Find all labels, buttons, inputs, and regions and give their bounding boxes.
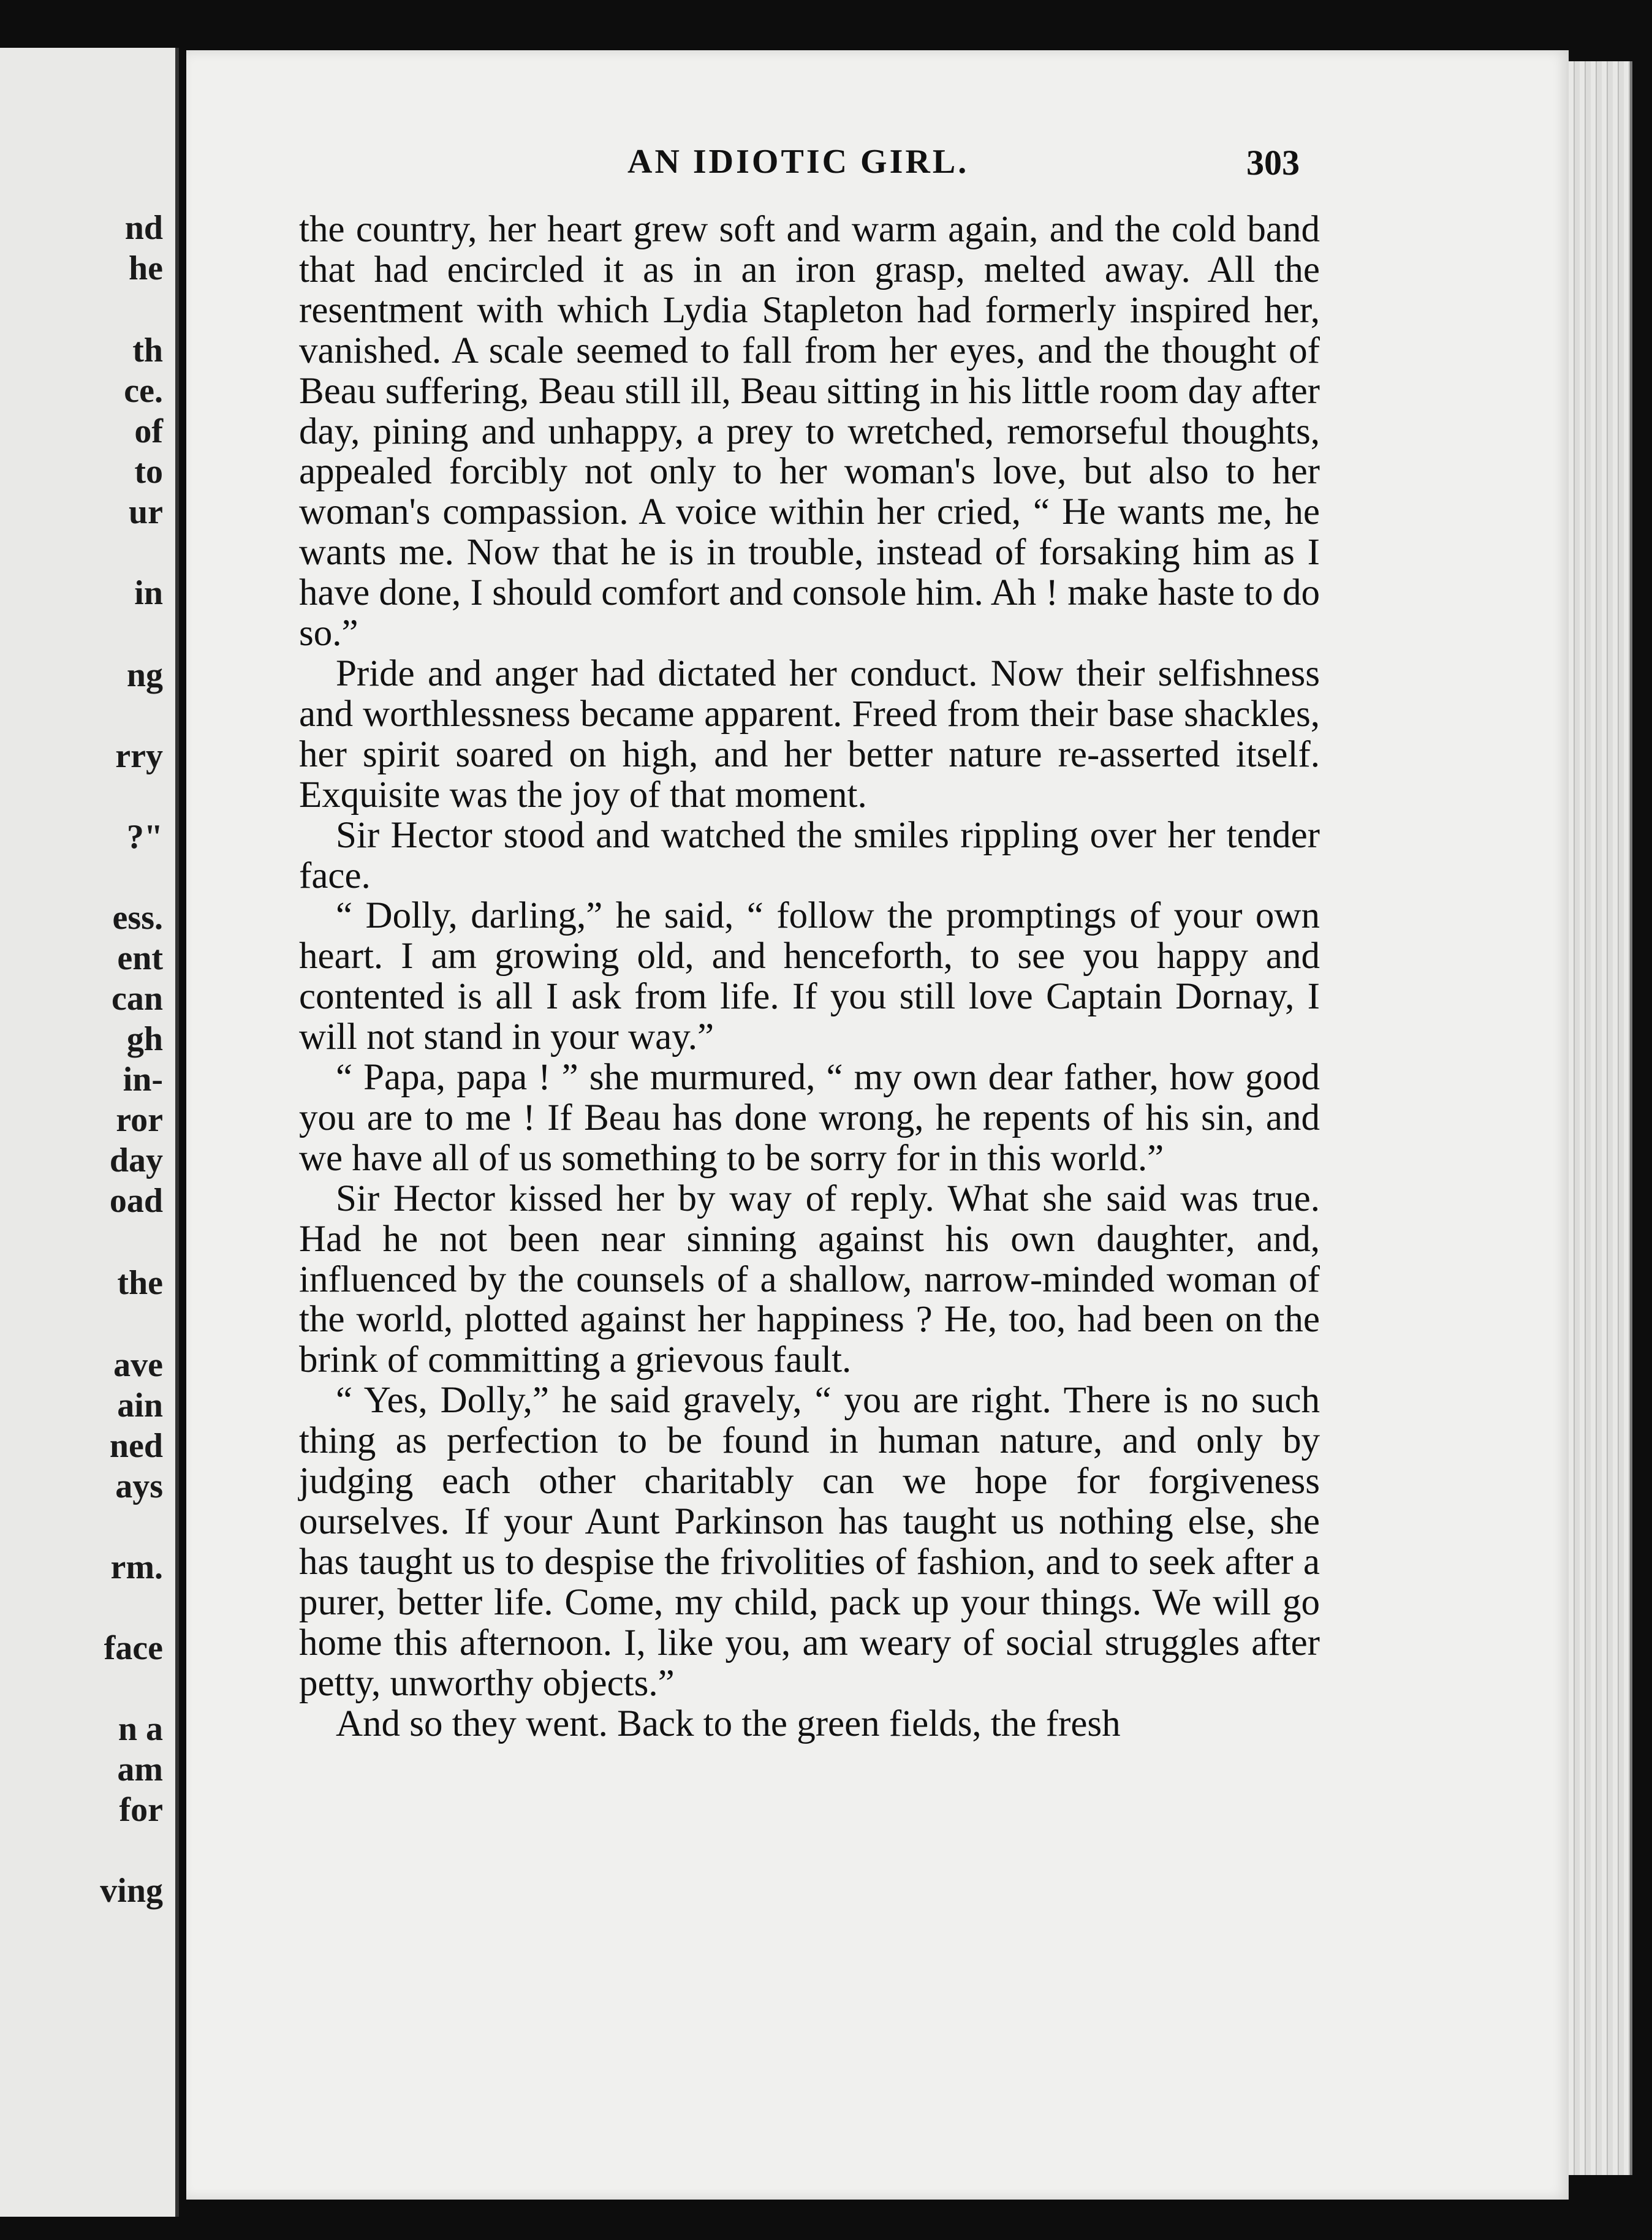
left-fragment: ent	[117, 939, 163, 977]
page-header	[186, 142, 1569, 191]
book-page	[186, 50, 1569, 2200]
left-page-fragments	[0, 48, 175, 2217]
paragraph: And so they went. Back to the green fields, the fresh	[336, 1703, 1121, 1744]
left-fragment: in	[134, 574, 163, 612]
left-fragment: rm.	[110, 1548, 163, 1586]
left-fragment: ng	[126, 656, 163, 694]
left-fragment: face	[104, 1629, 163, 1667]
left-fragment: to	[134, 453, 163, 491]
left-fragment: for	[119, 1791, 163, 1829]
left-fragment: ain	[117, 1387, 163, 1425]
running-head: AN IDIOTIC GIRL.	[627, 143, 969, 181]
page-number: 303	[1246, 143, 1300, 183]
left-fragment: oad	[109, 1182, 163, 1220]
left-fragment: in-	[123, 1061, 163, 1099]
left-fragment: gh	[126, 1020, 163, 1058]
left-fragment: ?"	[126, 818, 163, 856]
left-fragment: ving	[100, 1872, 163, 1910]
paragraph: “ Papa, papa ! ” she murmured, “ my own dear father, how good you are to me ! If Beau has done wrong, he repents of his sin, and we have all of us something to be sorry for in this world.”	[299, 1057, 1320, 1179]
left-fragment: he	[129, 249, 163, 287]
left-fragment: ur	[129, 493, 163, 531]
left-fragment: am	[117, 1750, 163, 1788]
paragraph: Pride and anger had dictated her conduct. Now their selfishness and worthlessness became apparent. Freed from their base shackles, her spirit soared on high, and her better nature re-asserted itself. Exquisite was the joy of that moment.	[299, 653, 1320, 815]
left-page	[0, 48, 179, 2217]
paragraph: Sir Hector kissed her by way of reply. What she said was true. Had he not been near sinning against his own daughter, and, influenced by the counsels of a shallow, narrow-minded woman of the world, plotted against her happiness ? He, too, had been on the brink of committing a grievous fault.	[299, 1178, 1320, 1381]
paragraph: “ Dolly, darling,” he said, “ follow the promptings of your own heart. I am growing old, and henceforth, to see you happy and contented is all I ask from life. If you still love Captain Dornay, I will not stand in your way.”	[299, 895, 1320, 1058]
left-fragment: ned	[109, 1427, 163, 1465]
left-fragment: day	[109, 1141, 163, 1179]
page-edges	[1569, 61, 1632, 2175]
left-fragment: ays	[115, 1467, 163, 1505]
left-fragment: nd	[124, 209, 163, 247]
left-fragment: th	[132, 331, 163, 369]
paragraph: Sir Hector stood and watched the smiles rippling over her tender face.	[299, 814, 1320, 896]
left-fragment: ror	[116, 1101, 163, 1139]
paragraph: the country, her heart grew soft and warm again, and the cold band that had encircled it as in an iron grasp, melted away. All the resentment with which Lydia Stapleton had formerly inspired her, vanished. A scale seemed to fall from her eyes, and the thought of Beau suffering, Beau still ill, Beau sitting in his little room day after day, pining and unhappy, a prey to wretched, remorseful thoughts, appealed forcibly not only to her woman's love, but also to her woman's compassion. A voice within her cried, “ He wants me, he wants me. Now that he is in trouble, instead of forsaking him as I have done, I should comfort and console him. Ah ! make haste to do so.”	[299, 209, 1320, 654]
left-fragment: rry	[115, 737, 163, 775]
body-text	[299, 210, 1320, 1744]
left-fragment: ave	[113, 1346, 163, 1384]
left-fragment: ce.	[124, 372, 163, 410]
left-fragment: the	[117, 1264, 163, 1302]
left-fragment: of	[134, 412, 163, 450]
paragraph: “ Yes, Dolly,” he said gravely, “ you are right. There is no such thing as perfection to be found in human nature, and only by judging each other charitably can we hope for forgiveness ourselves. If your Aunt Parkinson has taught us nothing else, she has taught us to despise the frivolities of fashion, and to seek after a purer, better life. Come, my child, pack up your things. We will go home this afternoon. I, like you, am weary of social struggles after petty, unworthy objects.”	[299, 1380, 1320, 1704]
left-fragment: can	[112, 980, 163, 1018]
left-fragment: n a	[118, 1710, 163, 1748]
left-fragment: ess.	[112, 899, 163, 937]
